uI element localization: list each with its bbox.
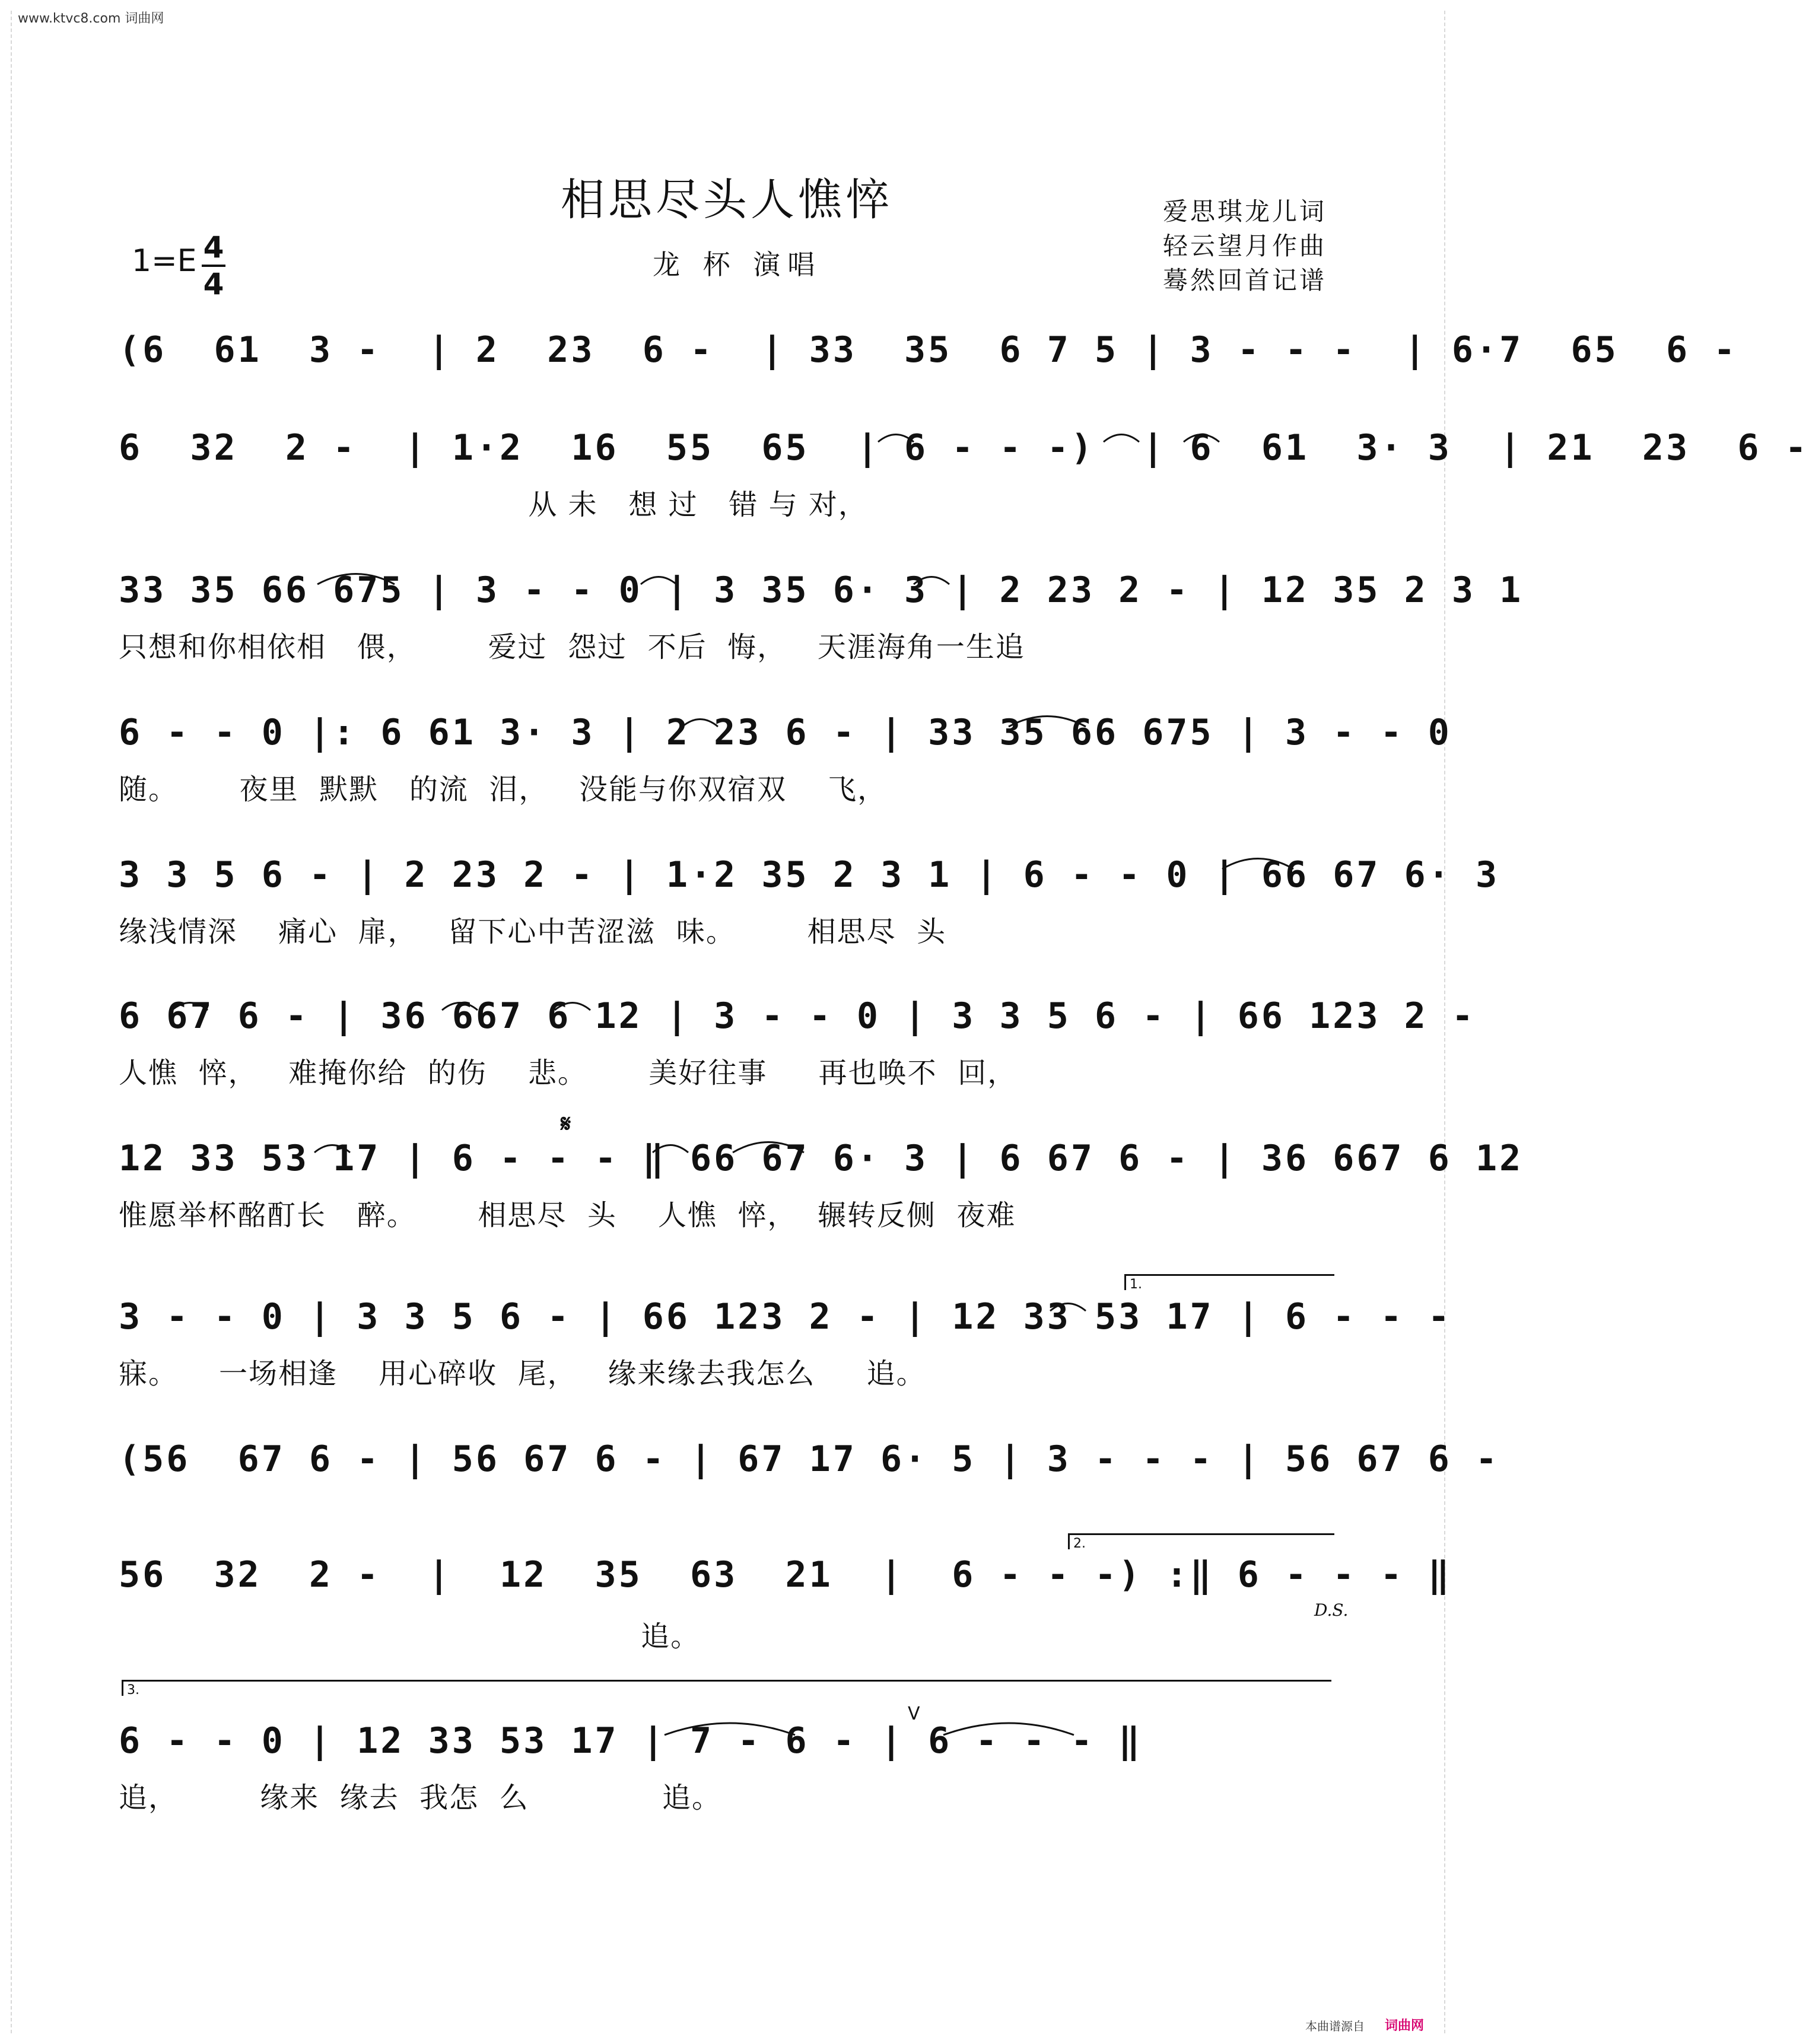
- slur: [555, 1003, 590, 1011]
- lyric-row-11: 追， 缘来 缘去 我怎 么 追。: [119, 1781, 721, 1814]
- lyric-row-2: 从 未 想 过 错 与 对，: [119, 488, 868, 521]
- lyricist: 爱思琪龙儿词: [1163, 197, 1327, 226]
- notation-row-6: 6 67 6 - | 36 667 6 12 | 3 - - 0 | 3 3 5 6 - | 66 123 2 -: [119, 995, 1476, 1037]
- slur: [172, 1003, 208, 1011]
- key-signature: 1=E: [132, 243, 197, 279]
- site-url[interactable]: www.ktvc8.com 词曲网: [18, 11, 164, 26]
- slur: [442, 1003, 478, 1011]
- notation-row-7: 12 33 53 17 | 6 - - - ‖ 66 67 6· 3 | 6 67 6 - | 36 667 6 12: [119, 1138, 1524, 1179]
- footer-logo[interactable]: 词曲网: [1384, 2018, 1424, 2033]
- slur: [733, 1142, 804, 1153]
- slur: [317, 574, 395, 585]
- transcriber: 蓦然回首记谱: [1163, 266, 1327, 295]
- volta-2: 2.: [1068, 1533, 1334, 1549]
- notation-row-8: 3 - - 0 | 3 3 5 6 - | 66 123 2 - | 12 33 53 17 | 6 - - -: [119, 1296, 1452, 1338]
- slur: [641, 577, 676, 585]
- lyric-row-5: 缘浅情深 痛心 扉， 留下心中苦涩滋 味。 相思尽 头: [119, 915, 947, 948]
- notation-row-2: 6 32 2 - | 1·2 16 55 65 | 6 - - -) | 6 61 3· 3 | 21 23 6 -: [119, 427, 1809, 469]
- volta-1: 1.: [1124, 1274, 1334, 1290]
- lyric-row-10: 追。: [119, 1620, 701, 1653]
- notation-row-10: 56 32 2 - | 12 35 63 21 | 6 - - -) :‖ 6 - - - ‖: [119, 1554, 1452, 1596]
- slur: [1222, 859, 1293, 870]
- notation-row-3: 33 35 66 675 | 3 - - 0 | 3 35 6· 3 | 2 23 2 - | 12 35 2 3 1: [119, 569, 1524, 611]
- notation-row-11: 6 - - 0 | 12 33 53 17 | 7 - 6 - | 6 - - - ‖: [119, 1720, 1143, 1762]
- lyric-row-6: 人憔 悴， 难掩你给 的伤 悲。 美好往事 再也唤不 回，: [119, 1056, 1018, 1090]
- breath-mark: V: [908, 1704, 920, 1724]
- slur: [1184, 435, 1219, 442]
- lyric-row-7: 惟愿举杯酩酊长 醉。 相思尽 头 人憔 悴， 辗转反侧 夜难: [119, 1199, 1016, 1232]
- time-sig-top: 4: [203, 230, 224, 265]
- notation-row-9: (56 67 6 - | 56 67 6 - | 67 17 6· 5 | 3 - - - | 56 67 6 -: [119, 1438, 1500, 1480]
- notation-row-4: 6 - - 0 |: 6 61 3· 3 | 2 23 6 - | 33 35 66 675 | 3 - - 0: [119, 712, 1452, 753]
- lyric-row-3: 只想和你相依相 偎， 爱过 怨过 不后 悔， 天涯海角一生追: [119, 631, 1025, 664]
- singer: 龙 杯 演唱: [653, 249, 822, 281]
- slur: [1050, 1304, 1086, 1311]
- time-sig-bottom: 4: [203, 267, 224, 301]
- slur: [1009, 717, 1086, 727]
- slur: [914, 577, 949, 585]
- slur: [878, 435, 914, 442]
- slur: [314, 1145, 350, 1153]
- lyric-row-8: 寐。 一场相逢 用心碎收 尾， 缘来缘去我怎么 追。: [119, 1357, 926, 1390]
- notation-row-5: 3 3 5 6 - | 2 23 2 - | 1·2 35 2 3 1 | 6 - - 0 | 66 67 6· 3: [119, 854, 1500, 896]
- footer-source: 本曲谱源自: [1305, 2019, 1365, 2033]
- slur: [1104, 435, 1139, 442]
- slur: [653, 1145, 688, 1153]
- slur: [665, 1723, 795, 1735]
- slur: [943, 1723, 1074, 1735]
- composer: 轻云望月作曲: [1163, 231, 1327, 260]
- volta-3: 3.: [122, 1680, 1331, 1696]
- slur: [682, 719, 718, 727]
- song-title: 相思尽头人憔悴: [561, 174, 893, 225]
- lyric-row-4: 随。 夜里 默默 的流 泪， 没能与你双宿双 飞，: [119, 773, 888, 806]
- segno-sign: 𝄋: [561, 1110, 571, 1138]
- ds-marking: D.S.: [1314, 1600, 1349, 1620]
- notation-row-1: (6 61 3 - | 2 23 6 - | 33 35 6 7 5 | 3 - - - | 6·7 65 6 -: [119, 329, 1738, 371]
